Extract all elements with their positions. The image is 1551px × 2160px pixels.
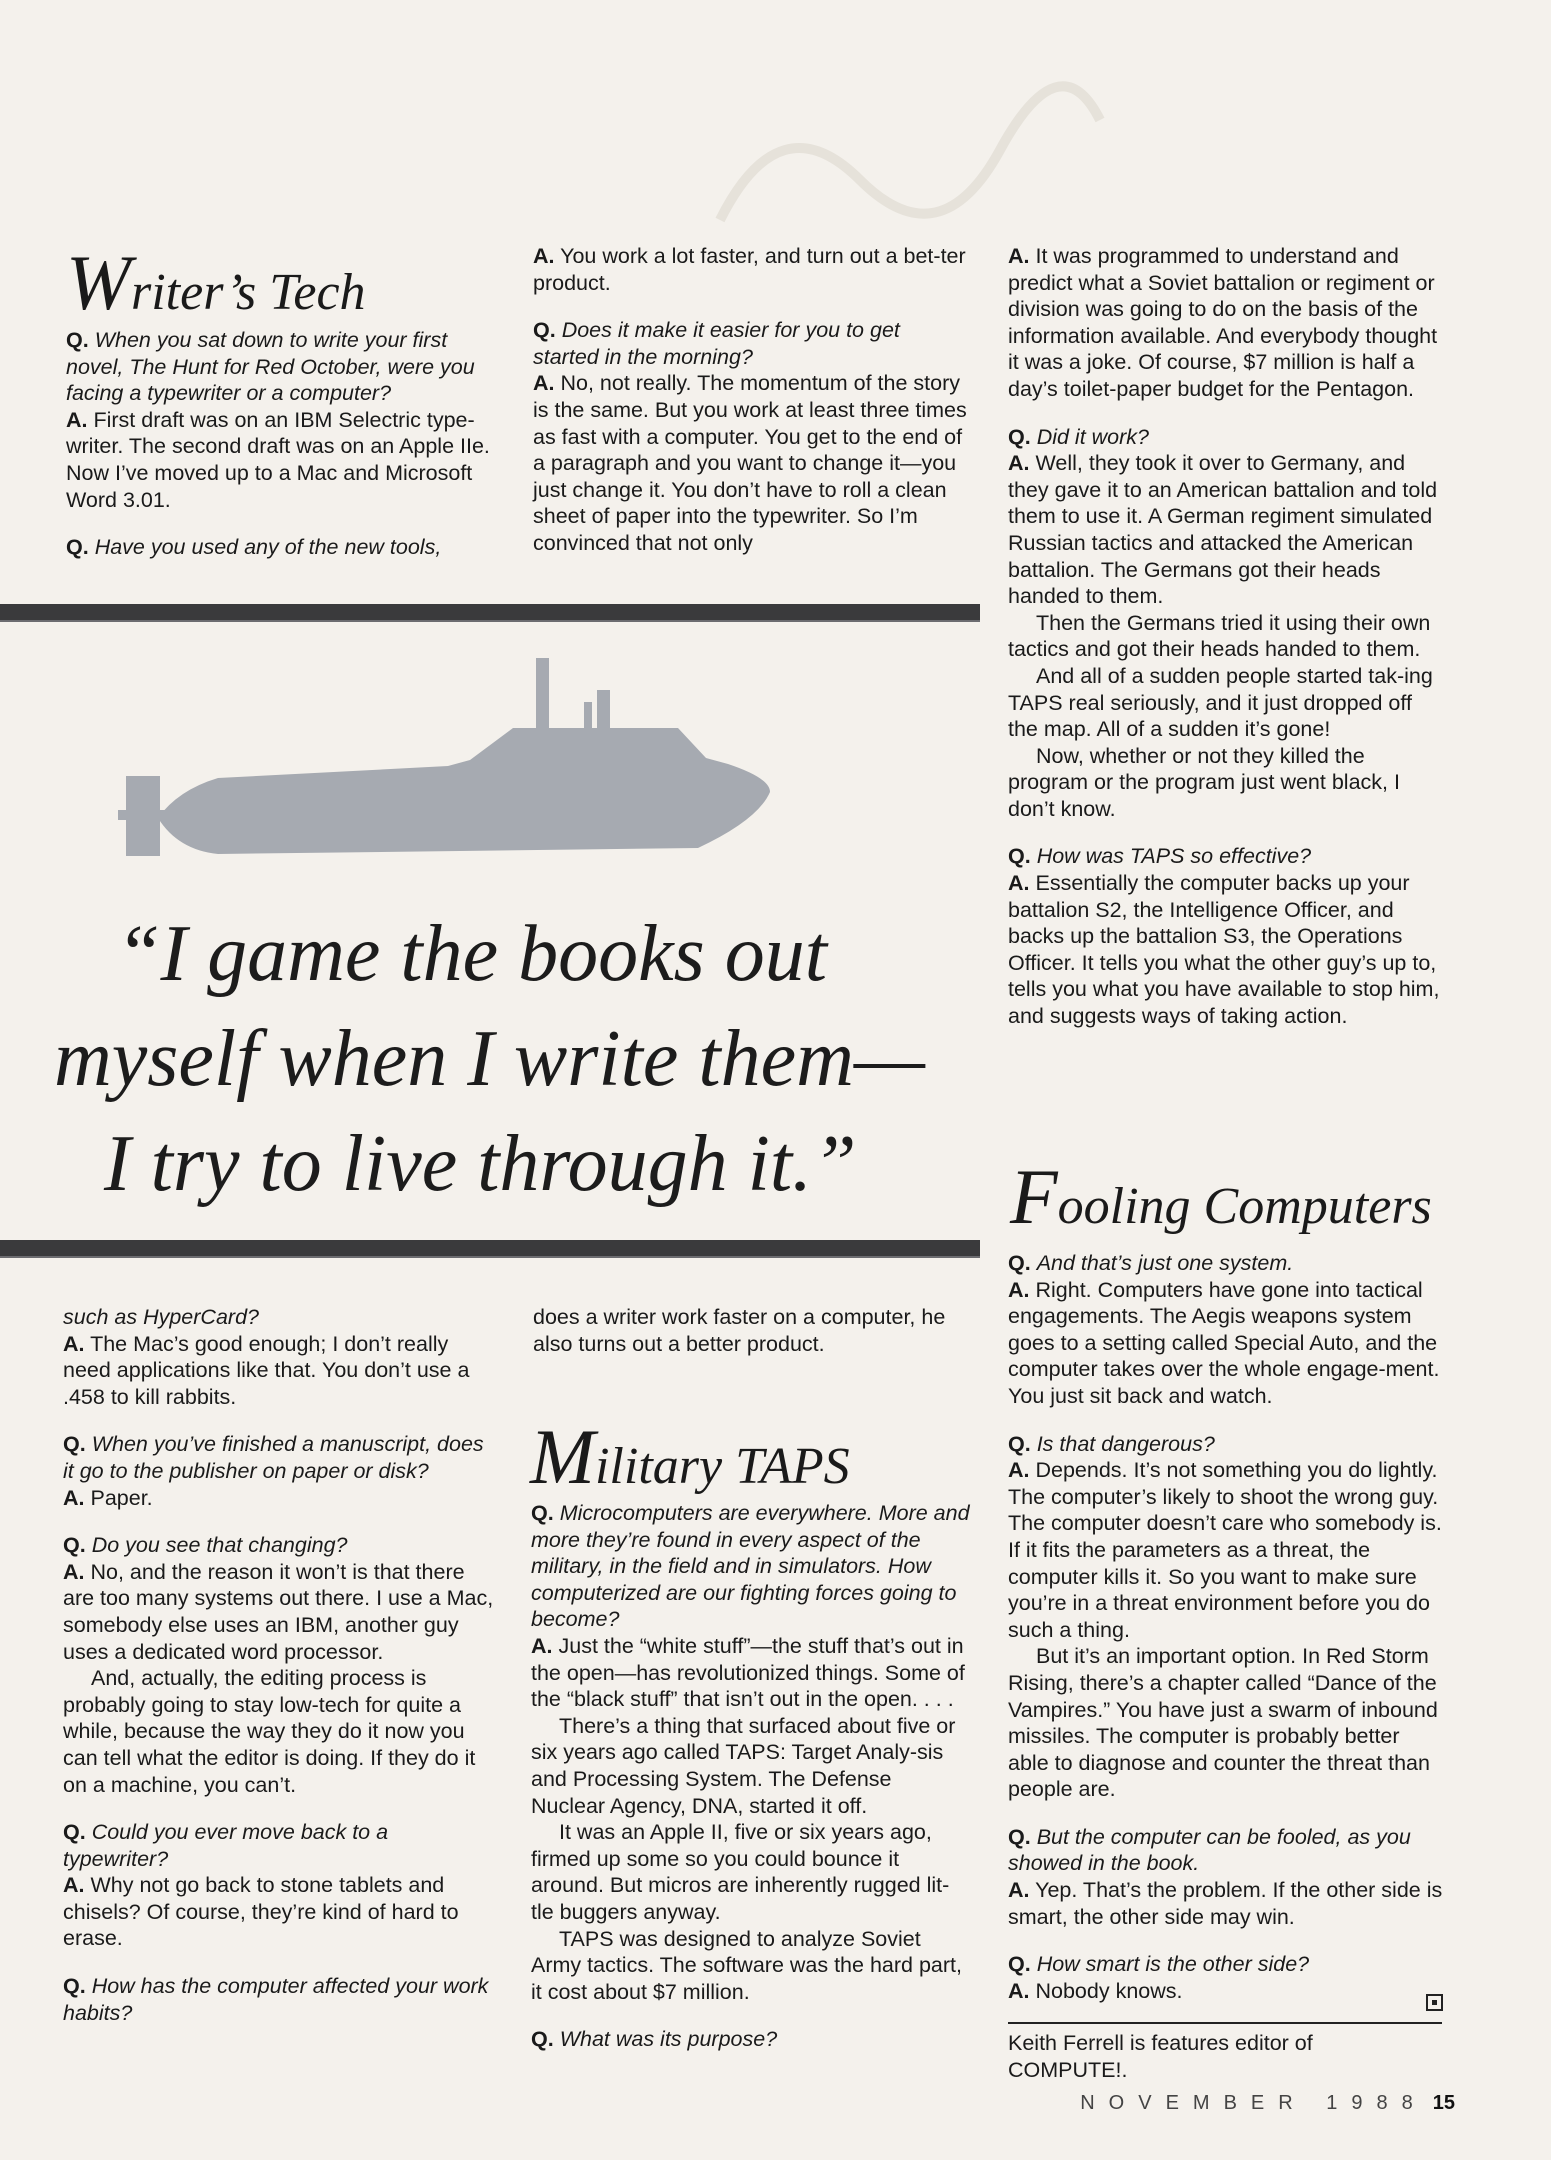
question: Q. Microcomputers are everywhere. More and more they’re found in every aspect of the military, in the field and in simulators. How computerized are our fighting forces going to become?	[531, 1501, 970, 1632]
divider-rule-bottom	[0, 1240, 980, 1256]
byline-text: Keith Ferrell is features editor of COMPUTE!.	[1008, 2031, 1313, 2082]
column-3-top	[1008, 243, 1444, 1030]
submarine-icon	[118, 650, 788, 870]
answer-paragraph: It was an Apple II, five or six years ago, firmed up some so you could bounce it around. But micros are inherently rugged lit-tle buggers anyway.	[531, 1820, 950, 1924]
answer: A. Depends. It’s not something you do lightly. The computer’s likely to shoot the wrong guy. The computer doesn’t care who somebody is. If it fits the parameters as a threat, the computer kills it. So you want to make sure you’re in a threat environment before you do such a thing.	[1008, 1458, 1442, 1642]
divider-rule-top	[0, 604, 980, 620]
answer: A. No, and the reason it won’t is that there are too many systems out there. I use a Mac, somebody else uses an IBM, another guy uses a dedicated word processor.	[63, 1559, 494, 1664]
question: Q. What was its purpose?	[531, 2027, 778, 2052]
answer: A. Why not go back to stone tablets and chisels? Of course, they’re kind of hard to erase.	[63, 1873, 459, 1951]
question: Q. When you sat down to write your first novel, The Hunt for Red October, were you facing a typewriter or a computer?	[66, 328, 475, 406]
issue-date: NOVEMBER 1988	[1080, 2092, 1427, 2114]
answer-continued: does a writer work faster on a computer, he also turns out a better product.	[533, 1305, 946, 1356]
pull-quote-line-1: “I game the books out	[116, 910, 828, 998]
question: Q. Have you used any of the new tools,	[66, 535, 442, 560]
column-1-top	[66, 327, 496, 561]
answer-paragraph: And, actually, the editing process is probably going to stay low-tech for quite a while, because the way they do it now you can tell what the editor is doing. If they do it on a machine, you can’t.	[63, 1666, 476, 1797]
answer: A. You work a lot faster, and turn out a bet-ter product.	[533, 244, 966, 295]
page-number: 15	[1432, 2092, 1455, 2114]
end-of-article-icon	[1426, 1994, 1443, 2011]
question: Q. How smart is the other side?	[1008, 1952, 1310, 1977]
answer-paragraph: And all of a sudden people started tak-ing TAPS real seriously, and it just dropped off the map. All of a sudden it’s gone!	[1008, 663, 1433, 742]
answer: A. Just the “white stuff”—the stuff that’s out in the open—has revolutionized things. Some of the “black stuff” that isn’t out in the open. . . .	[531, 1633, 965, 1712]
question: Q. How has the computer affected your work habits?	[63, 1974, 489, 2025]
question: Q. But the computer can be fooled, as you showed in the book.	[1008, 1824, 1411, 1876]
answer: A. Nobody knows.	[1008, 1978, 1183, 2003]
question: such as HyperCard?	[63, 1305, 259, 1329]
heading-text: ooling Computers	[1057, 1178, 1432, 1235]
section-heading-military-taps	[530, 1412, 850, 1502]
answer-paragraph: Now, whether or not they killed the program or the program just went black, I don’t know.	[1008, 743, 1400, 821]
pull-quote-line-3: I try to live through it.”	[104, 1120, 857, 1208]
answer: A. No, not really. The momentum of the story is the same. But you work at least three times as fast with a computer. You get to the end of a paragraph and you want to change it—you just change it. You don’t have to roll a clean sheet of paper into the typewriter. So I’m convinced that not only	[533, 371, 967, 555]
heading-text: riter’s Tech	[130, 264, 366, 321]
section-heading-writers-tech	[66, 238, 366, 328]
answer: A. Paper.	[63, 1485, 153, 1510]
question: Q. How was TAPS so effective?	[1008, 844, 1312, 869]
answer-paragraph: TAPS was designed to analyze Soviet Army tactics. The software was the hard part, it cost about $7 million.	[531, 1926, 962, 2004]
question: Q. Does it make it easier for you to get started in the morning?	[533, 318, 900, 369]
answer: A. Essentially the computer backs up your battalion S2, the Intelligence Officer, and backs up the battalion S3, the Operations Officer. It tells you what the other guy’s up to, tells you what you have available to stop him, and suggests ways of taking action.	[1008, 871, 1440, 1029]
column-1-bottom	[63, 1304, 499, 2026]
answer: A. The Mac’s good enough; I don’t really need applications like that. You don’t use a .458 to kill rabbits.	[63, 1331, 470, 1409]
answer: A. It was programmed to understand and predict what a Soviet battalion or regiment or division was going to do on the basis of the information available. And everybody thought it was a joke. Of course, $7 million is half a day’s toilet-paper budget for the Pentagon.	[1008, 244, 1438, 401]
section-heading-fooling-computers	[1010, 1152, 1432, 1242]
answer: A. Well, they took it over to Germany, and they gave it to an American battalion and told them to use it. A German regiment simulated Russian tactics and attacked the American battalion. The Germans got their heads handed to them.	[1008, 451, 1438, 609]
question: Q. Is that dangerous?	[1008, 1431, 1215, 1456]
column-3-bottom	[1008, 1250, 1444, 2004]
column-2-top	[533, 243, 971, 557]
answer-paragraph: There’s a thing that surfaced about five or six years ago called TAPS: Target Analy-sis and Processing System. The Defense Nuclear Agency, DNA, started it off.	[531, 1713, 956, 1818]
byline-rule	[1008, 2022, 1442, 2024]
answer: A. Yep. That’s the problem. If the other side is smart, the other side may win.	[1008, 1878, 1443, 1929]
answer: A. First draft was on an IBM Selectric type-writer. The second draft was on an Apple IIe. Now I’ve moved up to a Mac and Microsoft Word 3.01.	[66, 407, 490, 512]
byline	[1008, 2030, 1338, 2083]
heading-text: ilitary TAPS	[594, 1438, 850, 1495]
page-footer	[1080, 2092, 1455, 2115]
heading-initial: F	[1010, 1153, 1058, 1240]
pull-quote-line-2: myself when I write them—	[54, 1015, 925, 1103]
heading-initial: M	[530, 1413, 595, 1500]
question: Q. Do you see that changing?	[63, 1533, 348, 1558]
heading-initial: W	[66, 239, 131, 326]
question: Q. Could you ever move back to a typewriter?	[63, 1820, 389, 1871]
question: Q. Did it work?	[1008, 424, 1149, 449]
answer: A. Right. Computers have gone into tactical engagements. The Aegis weapons system goes to a setting called Special Auto, and the computer takes over the whole engage-ment. You just sit back and watch.	[1008, 1277, 1440, 1408]
column-2-military	[531, 1500, 971, 2053]
answer-paragraph: Then the Germans tried it using their own tactics and got their heads handed to them.	[1008, 610, 1431, 662]
answer-paragraph: But it’s an important option. In Red Storm Rising, there’s a chapter called “Dance of the Vampires.” You have just a swarm of inbound missiles. The computer is probably better able to diagnose and counter the threat than people are.	[1008, 1644, 1438, 1802]
question: Q. And that’s just one system.	[1008, 1251, 1294, 1275]
question: Q. When you’ve finished a manuscript, does it go to the publisher on paper or disk?	[63, 1432, 484, 1483]
column-2-bottom	[533, 1304, 971, 1357]
